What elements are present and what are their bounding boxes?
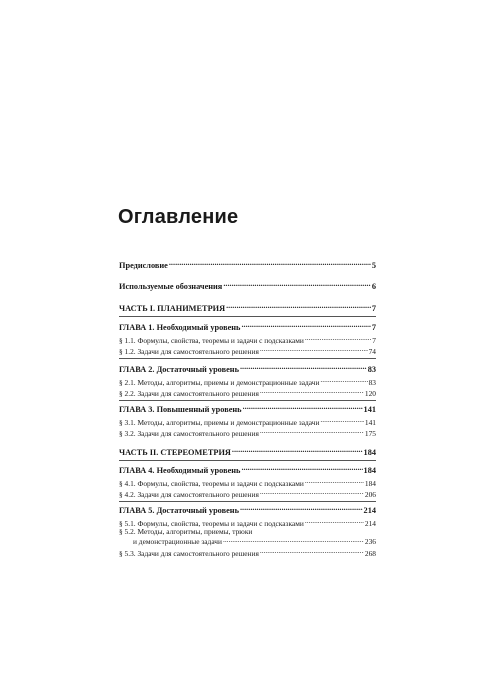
dot-leader: [223, 280, 371, 289]
toc-entry-title: ГЛАВА 5. Достаточный уровень: [119, 506, 239, 515]
toc-entry-page: 214: [363, 506, 376, 515]
toc-entry-title: § 3.1. Методы, алгоритмы, приемы и демонстрационные задачи: [119, 418, 320, 427]
toc-entry-section-5-2[interactable]: [119, 527, 376, 546]
dot-leader: [241, 321, 370, 330]
toc-entry-title: § 5.3. Задачи для самостоятельного решения: [119, 549, 259, 558]
dot-leader: [241, 464, 362, 473]
dot-leader: [243, 403, 363, 412]
dot-leader: [240, 504, 363, 513]
toc-entry-page: 7: [371, 323, 376, 332]
toc-entry-page: 214: [364, 519, 376, 528]
toc-entry-title: ЧАСТЬ II. СТЕРЕОМЕТРИЯ: [119, 448, 231, 457]
toc-entry-title: § 5.1. Формулы, свойства, теоремы и задачи с подсказками: [119, 519, 304, 528]
toc-entry-page: 141: [363, 405, 376, 414]
dot-leader: [260, 345, 368, 354]
toc-entry-chapter-2[interactable]: [119, 363, 376, 375]
toc-entry-page: 6: [371, 282, 376, 291]
toc-entry-page: 141: [364, 418, 376, 427]
toc-entry-page: 83: [367, 365, 376, 374]
toc-entry-section-2-2[interactable]: [119, 387, 376, 399]
dot-leader: [260, 387, 364, 396]
toc-entry-title: ГЛАВА 4. Необходимый уровень: [119, 466, 241, 475]
toc-entry-part-2[interactable]: [119, 446, 376, 458]
toc-entry-page: 7: [372, 336, 376, 345]
toc-entry-page: 83: [368, 378, 376, 387]
toc-entry-section-4-2[interactable]: [119, 488, 376, 500]
toc-entry-page: 184: [363, 466, 376, 475]
toc-entry-page: 184: [363, 448, 376, 457]
toc-entry-part-1[interactable]: [119, 302, 376, 314]
dot-leader: [240, 363, 367, 372]
dot-leader: [260, 488, 364, 497]
toc-entry-page: 7: [371, 304, 376, 313]
toc-entry-title: ГЛАВА 1. Необходимый уровень: [119, 323, 241, 332]
toc-entry-section-5-3[interactable]: [119, 547, 376, 559]
toc-entry-page: 206: [364, 490, 376, 499]
dot-leader: [232, 446, 363, 455]
dot-leader: [260, 427, 364, 436]
toc-entry-title: § 2.2. Задачи для самостоятельного решения: [119, 389, 259, 398]
divider: [119, 358, 376, 359]
toc-entry-page: 236: [364, 537, 376, 546]
toc-entry-section-1-2[interactable]: [119, 345, 376, 357]
dot-leader: [169, 259, 371, 268]
divider: [119, 501, 376, 502]
toc-entry-chapter-1[interactable]: [119, 321, 376, 333]
toc-entry-title: ГЛАВА 3. Повышенный уровень: [119, 405, 242, 414]
dot-leader: [320, 376, 367, 385]
toc-entry-title: ГЛАВА 2. Достаточный уровень: [119, 365, 239, 374]
toc-entry-title: ЧАСТЬ I. ПЛАНИМЕТРИЯ: [119, 304, 226, 313]
toc-entry-title: Используемые обозначения: [119, 282, 223, 291]
toc-entry-title-line-1: § 5.2. Методы, алгоритмы, приемы, трюки: [119, 527, 253, 536]
dot-leader: [305, 477, 364, 486]
toc-entry-continuation: [119, 536, 376, 546]
divider: [119, 400, 376, 401]
toc-entry-title: Предисловие: [119, 261, 168, 270]
toc-entry-title: § 2.1. Методы, алгоритмы, приемы и демонстрационные задачи: [119, 378, 320, 387]
toc-entry-page: 74: [368, 347, 376, 356]
divider: [119, 316, 376, 317]
dot-leader: [260, 547, 364, 556]
toc-entry-section-3-2[interactable]: [119, 427, 376, 439]
toc-entry-title: § 3.2. Задачи для самостоятельного решения: [119, 429, 259, 438]
toc-entry-title-line-2: и демонстрационные задачи: [133, 537, 222, 546]
toc-entry-title: § 1.2. Задачи для самостоятельного решения: [119, 347, 259, 356]
toc-entry-page: 120: [364, 389, 376, 398]
toc-entry-chapter-3[interactable]: [119, 403, 376, 415]
dot-leader: [320, 416, 363, 425]
dot-leader: [305, 334, 371, 343]
toc-entry-notation[interactable]: [119, 280, 376, 292]
toc-entry-chapter-5[interactable]: [119, 504, 376, 516]
toc-entry-title: § 4.2. Задачи для самостоятельного решения: [119, 490, 259, 499]
toc-entry-page: 268: [364, 549, 376, 558]
toc-entry-page: 5: [371, 261, 376, 270]
toc-entry-title: § 4.1. Формулы, свойства, теоремы и задачи с подсказками: [119, 479, 304, 488]
toc-entry-chapter-4[interactable]: [119, 464, 376, 476]
toc-entry-preface[interactable]: [119, 259, 376, 271]
toc-entry-page: 184: [364, 479, 376, 488]
toc-entry-title: § 1.1. Формулы, свойства, теоремы и задачи с подсказками: [119, 336, 304, 345]
dot-leader: [226, 302, 371, 311]
dot-leader: [305, 517, 364, 526]
divider: [119, 460, 376, 461]
toc-entry-page: 175: [364, 429, 376, 438]
toc-heading: Оглавление: [118, 206, 239, 228]
dot-leader: [223, 536, 364, 544]
